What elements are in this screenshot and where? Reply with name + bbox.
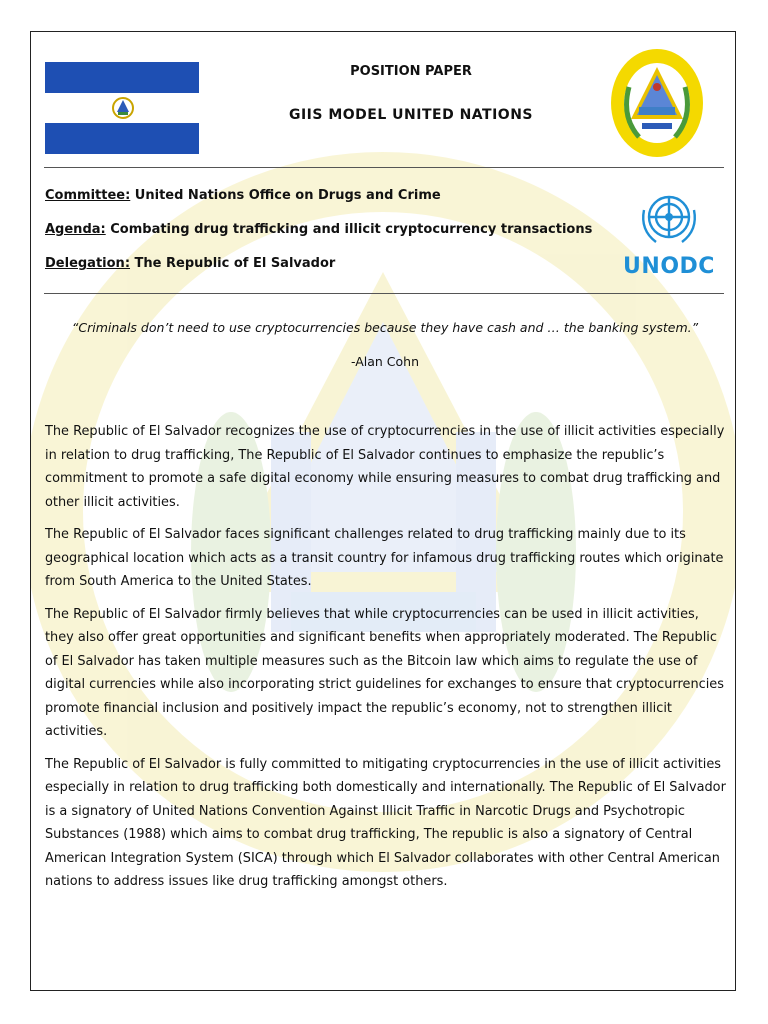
header-divider: [44, 167, 724, 168]
agenda-value: Combating drug trafficking and illicit cryptocurrency transactions: [105, 222, 593, 237]
paragraph: The Republic of El Salvador is fully committed to mitigating cryptocurrencies in the use of illicit activities especially in relation to drug trafficking both domestically and internationally. The Republic of El Salvador is a signatory of United Nations Convention Against Illicit Traffic in Narcotic Drugs and Psychotropic Substances (1988) which aims to combat drug trafficking, The republic is also a signatory of Central American Integration System (SICA) through which El Salvador collaborates with other Central American nations to address issues like drug trafficking amongst others.: [45, 756, 726, 889]
delegation-label: Delegation:: [45, 256, 131, 271]
agenda-label: Agenda:: [45, 222, 106, 237]
paragraph: The Republic of El Salvador faces significant challenges related to drug trafficking mainly due to its geographical location which acts as a transit country for infamous drug trafficking routes which originate from South America to the United States.: [45, 527, 724, 589]
unodc-wordmark: UNODC: [623, 254, 715, 279]
flag-coat-of-arms-icon: [112, 96, 134, 120]
flag-stripe-top: [45, 62, 199, 93]
committee-value: United Nations Office on Drugs and Crime: [130, 188, 441, 203]
coat-of-arms-seal: [609, 47, 705, 159]
delegation-value: The Republic of El Salvador: [130, 256, 336, 271]
fields-divider: [44, 293, 724, 294]
epigraph-author: -Alan Cohn: [350, 354, 420, 369]
delegation-line: [45, 256, 335, 271]
flag-stripe-middle: [45, 93, 199, 123]
agenda-line: [45, 222, 592, 237]
paragraph: The Republic of El Salvador recognizes the use of cryptocurrencies in the use of illicit activities especially in relation to drug trafficking, The Republic of El Salvador continues to emphasize the republic’s commitment to promote a safe digital economy while ensuring measures to combat drug trafficking and other illicit activities.: [45, 424, 725, 510]
committee-line: [45, 188, 441, 203]
position-body: [45, 420, 727, 903]
un-emblem-icon: [636, 190, 702, 248]
epigraph-quote: “Criminals don’t need to use cryptocurrencies because they have cash and … the banking system.”: [71, 320, 699, 335]
flag-stripe-bottom: [45, 123, 199, 154]
document-type-title: POSITION PAPER: [350, 64, 472, 79]
conference-name: GIIS MODEL UNITED NATIONS: [288, 107, 533, 123]
committee-label: Committee:: [45, 188, 131, 203]
document-page: [30, 31, 736, 991]
el-salvador-flag: [45, 62, 199, 154]
unodc-logo: [621, 190, 717, 280]
paragraph: The Republic of El Salvador firmly believes that while cryptocurrencies can be used in illicit activities, they also offer great opportunities and significant benefits when appropriately moderated. The Republic of El Salvador has taken multiple measures such as the Bitcoin law which aims to regulate the use of digital currencies while also incorporating strict guidelines for exchanges to ensure that cryptocurrencies promote financial inclusion and positively impact the republic’s economy, not to strengthen illicit activities.: [45, 606, 724, 739]
